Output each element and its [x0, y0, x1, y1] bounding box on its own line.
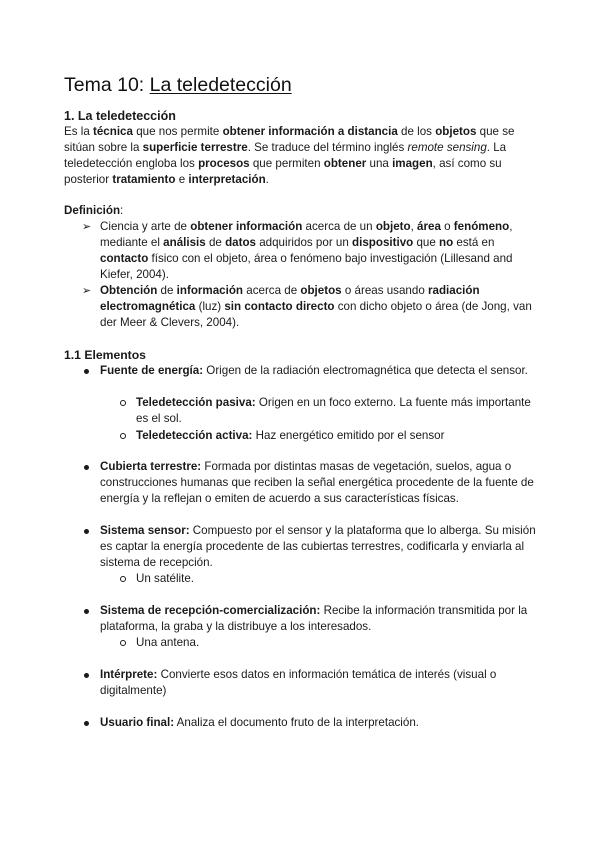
sub-item-text	[136, 428, 542, 444]
text-run: . La teledetección engloba los	[64, 141, 507, 170]
item-label: Intérprete:	[100, 668, 158, 681]
text-run: , así como su posterior	[64, 157, 502, 186]
bold-run: procesos	[198, 157, 250, 170]
sub-item-description: Haz energético emitido por el sensor	[252, 429, 445, 442]
section-heading-elementos: 1.1 Elementos	[64, 348, 146, 362]
bullet-icon	[84, 369, 89, 374]
bold-run: sin contacto directo	[224, 300, 335, 313]
bullet-icon	[84, 609, 89, 614]
text-run: de	[205, 236, 226, 249]
hollow-bullet-icon	[120, 576, 126, 582]
item-label: Cubierta terrestre:	[100, 460, 202, 473]
definition-text	[100, 283, 544, 331]
text-run: una	[366, 157, 393, 170]
list-item-text	[100, 667, 542, 699]
list-item-text	[100, 715, 542, 731]
bullet-icon	[84, 721, 89, 726]
bold-run: imagen	[392, 157, 433, 170]
bold-run: contacto	[100, 252, 149, 265]
text-run: Es la	[64, 125, 93, 138]
text-run: que	[413, 236, 440, 249]
text-run: o áreas usando	[341, 284, 428, 297]
sub-item-label: Teledetección pasiva:	[136, 396, 256, 409]
list-item-text	[100, 459, 542, 507]
arrow-bullet-icon: ➢	[82, 221, 92, 233]
item-label: Sistema de recepción-comercialización:	[100, 604, 321, 617]
item-description: Origen de la radiación electromagnética que detecta el sensor.	[203, 364, 528, 377]
item-label: Usuario final:	[100, 716, 175, 729]
bold-run: Obtención	[100, 284, 158, 297]
definition-colon: :	[120, 204, 124, 217]
arrow-bullet-icon: ➢	[82, 285, 92, 297]
hollow-bullet-icon	[120, 433, 126, 439]
sub-item-description: Origen en un foco externo. La fuente más importante es el sol.	[136, 396, 531, 425]
definition-text	[100, 219, 544, 283]
item-description: Convierte esos datos en información temática de interés (visual o digitalmente)	[100, 668, 497, 697]
text-run: de los	[397, 125, 436, 138]
bold-run: objeto	[375, 220, 411, 233]
text-run: , mediante el	[100, 220, 513, 249]
text-run: acerca de un	[302, 220, 376, 233]
bullet-icon	[84, 673, 89, 678]
bold-run: obtener	[323, 157, 367, 170]
text-run: que nos permite	[132, 125, 223, 138]
sub-item-text	[136, 395, 542, 427]
bullet-icon	[84, 529, 89, 534]
definition-label-text: Definición	[64, 204, 121, 217]
bold-run: análisis	[163, 236, 206, 249]
sub-item-text: Una antena.	[136, 636, 200, 649]
bold-run: obtener información	[190, 220, 303, 233]
text-run: o	[440, 220, 454, 233]
title-prefix: Tema 10:	[64, 74, 150, 96]
text-run: con dicho objeto o área (de Jong, van der Meer & Clevers, 2004).	[100, 300, 532, 329]
text-run: Ciencia y arte de	[100, 220, 191, 233]
definition-label	[64, 203, 123, 219]
intro-paragraph	[64, 124, 542, 188]
text-run: físico con el objeto, área o fenómeno bajo investigación (Lillesand and Kiefer, 2004).	[100, 252, 513, 281]
sub-item-label: Teledetección activa:	[136, 429, 253, 442]
bold-run: radiación electromagnética	[100, 284, 480, 313]
bullet-icon	[84, 465, 89, 470]
bold-run: técnica	[93, 125, 133, 138]
text-run: ,	[410, 220, 418, 233]
text-run: acerca de	[243, 284, 301, 297]
text-run: (luz)	[195, 300, 225, 313]
bold-run: área	[417, 220, 441, 233]
bold-run: objetos	[300, 284, 342, 297]
list-item-text	[100, 523, 542, 571]
bold-run: objetos	[435, 125, 477, 138]
hollow-bullet-icon	[120, 640, 126, 646]
title-underlined: La teledetección	[149, 74, 292, 96]
bold-run: datos	[225, 236, 256, 249]
bold-run: fenómeno	[453, 220, 510, 233]
item-label: Fuente de energía:	[100, 364, 204, 377]
list-item-text	[100, 603, 542, 635]
text-run: que se sitúan sobre la	[64, 125, 515, 154]
bold-run: dispositivo	[352, 236, 414, 249]
text-run: adquiridos por un	[255, 236, 353, 249]
text-run: está en	[453, 236, 495, 249]
hollow-bullet-icon	[120, 400, 126, 406]
text-run: que permiten	[249, 157, 324, 170]
text-run: e	[175, 173, 189, 186]
sub-item-text: Un satélite.	[136, 572, 194, 585]
item-label: Sistema sensor:	[100, 524, 190, 537]
page-title	[64, 72, 292, 98]
bold-run: tratamiento	[112, 173, 176, 186]
item-description: Recibe la información transmitida por la plataforma, la graba y la distribuye a los interesados.	[100, 604, 528, 633]
bold-run: interpretación	[188, 173, 266, 186]
section-heading-teledeteccion: 1. La teledetección	[64, 109, 176, 123]
bold-run: obtener información a distancia	[222, 125, 398, 138]
item-description: Compuesto por el sensor y la plataforma que lo alberga. Su misión es captar la energía procedente de las cubiertas terrestres, codificarla y enviarla al sistema de recepción.	[100, 524, 536, 569]
bold-run: superficie terrestre	[142, 141, 248, 154]
bold-run: información	[176, 284, 244, 297]
italic-run: remote sensing	[407, 141, 487, 154]
text-run: .	[265, 173, 269, 186]
text-run: de	[157, 284, 177, 297]
bold-run: no	[439, 236, 454, 249]
item-description: Analiza el documento fruto de la interpretación.	[174, 716, 420, 729]
text-run: . Se traduce del término inglés	[247, 141, 408, 154]
item-description: Formada por distintas masas de vegetación, suelos, agua o construcciones humanas que reciben la señal energética procedente de la fuente de energía y la reflejan o emiten de acuerdo a sus características físicas.	[100, 460, 534, 505]
list-item-text	[100, 363, 542, 379]
